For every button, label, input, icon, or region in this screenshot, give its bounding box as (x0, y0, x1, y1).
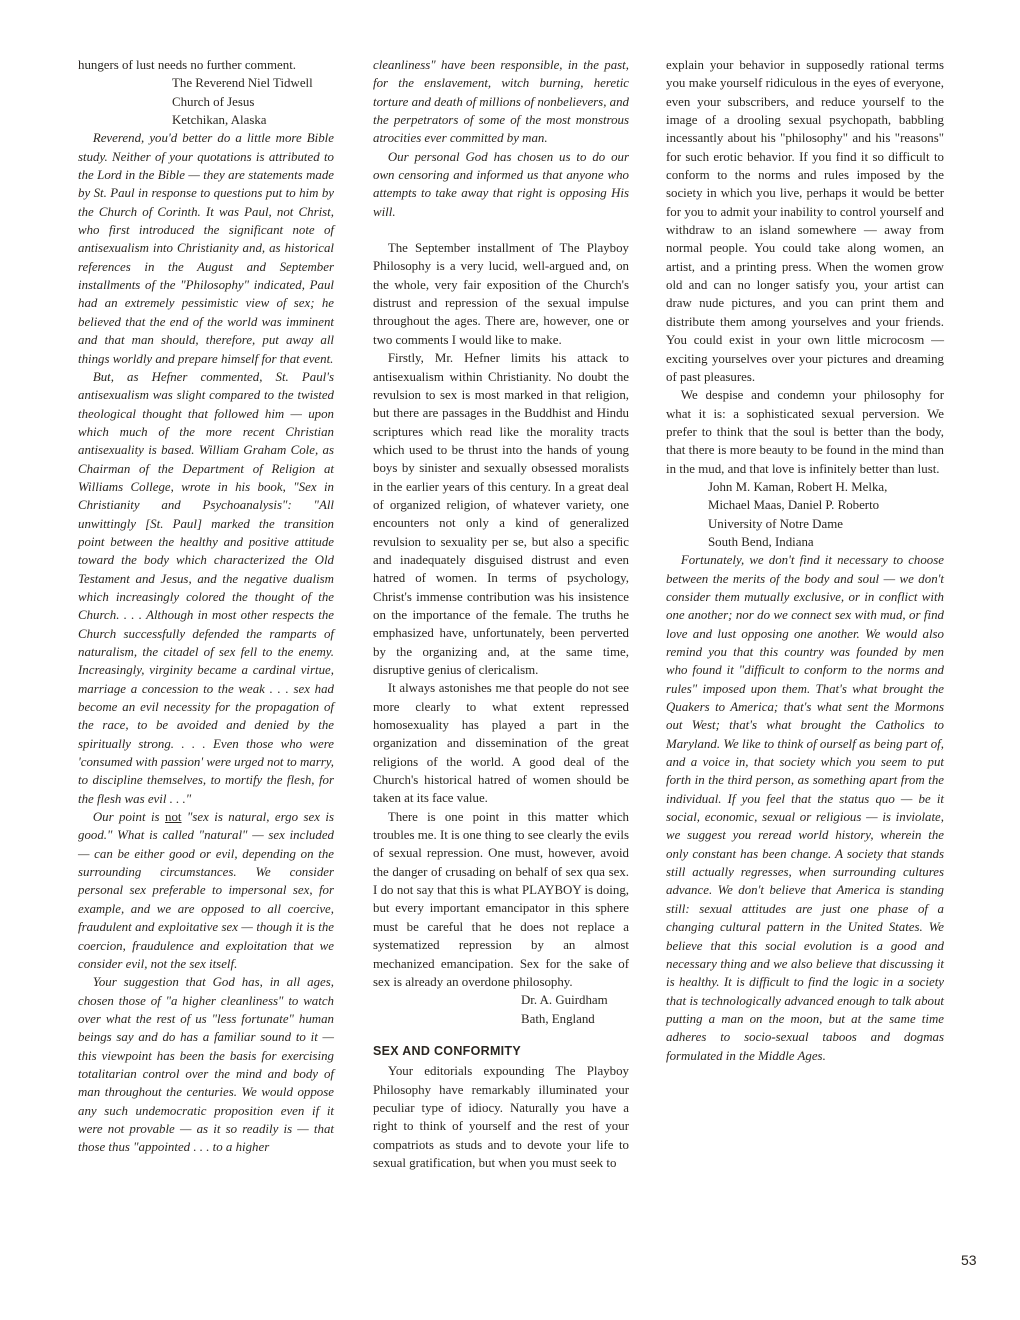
reply-text-segment: Our point is (92, 810, 166, 825)
signature-line: Dr. A. Guirdham (521, 993, 608, 1008)
editor-reply-paragraph: But, as Hefner commented, St. Paul's antisexualism was slight compared to the twisted theological thought that followed him — upon which much of the more recent Christian antisexuality is based. William Graham Cole, as Chairman of the Department of Religion at Williams College, wrote in his book, "Sex in Christianity and Psychoanalysis": "All unwittingly [St. Paul] marked the transition point between the healthy and positive attitude toward the body which characterized the Old Testament and Jesus, and the negative dualism which increasingly colored the thought of the Church. . . . Although in most other respects the Church successfully defended the ramparts of naturalism, the citadel of sex fell to the enemy. Increasingly, virginity became a cardinal virtue, marriage a concession to the weak . . . sex had become an evil necessity for the propagation of the race, to be avoided and denied by the spiritually strong. . . . Even those who were 'consumed with passion' were urged not to marry, to discipline themselves, to mortify the flesh, for the flesh was evil . . ." (78, 369, 334, 806)
editor-reply-paragraph: Fortunately, we don't find it necessary to choose between the merits of the body and soul — we don't consider them mutually exclusive, or in conflict with one another; nor do we connect sex with mud, or find love and lust opposing one another. We would also remind you that this country was founded by men who found it "difficult to conform to the norms and rules" imposed upon them. That's what brought the Quakers to America; that's what sent the Mormons out West; that's what brought the Catholics to Maryland. We like to think of ourself as being part of, and a voice in, that society which you seem to put forth in the third person, as something apart from the individual. If you feel that the status quo — be it social, economic, sexual or religious — is inviolate, we suggest you reread world history, wherein the only constant has been change. A society that stands still actually regresses, when surrounding cultures advance. We don't believe that America is standing still: sexual attitudes are just one phase of a changing cultural pattern in the United States. We believe that this social evolution is a good and necessary thing and we also believe that discussing it is healthy. It is difficult to find the logic in a society that is technologically advanced enough to talk about putting a man on the moon, but at the same time adheres to socio-sexual taboos and dogmas formulated in the Middle Ages. (666, 553, 944, 1063)
letter-paragraph: There is one point in this matter which troubles me. It is one thing to see clearly the evils of sexual repression. One must, however, avoid the danger of crusading on behalf of sex qua sex. I do not say that this is what PLAYBOY is doing, but every important emancipator in this sphere must be careful that he does not replace a systematized repression by an almost mechanized emancipation. Sex for the sake of sex is already an overdone philosophy. (373, 809, 629, 989)
reply-text-segment: "sex is natural, ergo sex is good." What is called "natural" — sex included — can be either good or evil, depending on the surrounding circumstances. We consider personal sex preferable to impersonal sex, for example, and we are opposed to all coercive, fraudulent and exploitative sex — though it is the coercion, fraudulence and exploitation that we consider evil, not the sex itself. (78, 810, 334, 971)
text-column-3 (666, 56, 944, 1065)
signature-line: South Bend, Indiana (708, 534, 814, 549)
signature-line: Bath, England (521, 1011, 595, 1026)
letter-paragraph: Firstly, Mr. Hefner limits his attack to antisexualism within Christianity. No doubt the revulsion to sex is most marked in that religion, but there are passages in the Buddhist and Hindu scriptures which read like the morality tracts which used to be thrust into the hands of young boys by sinister and sexually obsessed moralists in the earlier years of this century. In a great deal of organized religion, of whatever variety, one encounters not only a kind of generalized revulsion to sexuality per se, but also a specific and inadequately disguised distrust and even hatred of women. In terms of psychology, Christ's immense contribution was his insistence on the importance of the female. The truths he emphasized have, unfortunately, been perverted by the organizing and, at the same time, disruptive genius of clericalism. (373, 351, 629, 677)
page-number: 53 (961, 1252, 977, 1268)
editor-reply-paragraph: cleanliness" have been responsible, in the past, for the enslavement, witch burning, heretic torture and death of millions of nonbelievers, and the perpetrators of some of the most monstrous atrocities ever committed by man. (373, 58, 629, 146)
signature-line: Michael Maas, Daniel P. Roberto (708, 498, 880, 513)
letter-signature (666, 478, 944, 551)
underlined-word: not (165, 810, 182, 825)
signature-line: The Reverend Niel Tidwell (172, 76, 313, 91)
editor-reply-paragraph (78, 808, 334, 973)
section-heading: SEX AND CONFORMITY (373, 1043, 521, 1058)
letter-paragraph: We despise and condemn your philosophy for what it is: a sophisticated sexual perversion. We prefer to think that the soul is better than the body, that there is more beauty to be found in the mind than in the mud, and that love is infinitely better than lust. (666, 388, 944, 476)
letter-closing-text: hungers of lust needs no further comment. (78, 58, 297, 72)
letter-paragraph: explain your behavior in supposedly rational terms you make yourself ridiculous in the eyes of everyone, even your subscribers, and reduce yourself to the image of a drooling sexual psychopath, babbling incessantly about his "philosophy" and his "reasons" for such erotic behavior. If you find it so difficult to conform to the norms and rules imposed by the society in which you live, perhaps it would be better for you to admit your inability to control yourself and withdraw to an island somewhere — away from normal people. You could take along women, an artist, and a printing press. When the women grow old and can no longer satisfy you, your artist can draw nude pictures, and you can print them and distribute them among yourselves and your friends. You could exist in your own little microcosm — exciting yourselves over your pictures and dreaming of past pleasures. (666, 58, 944, 384)
editor-reply-paragraph: Your suggestion that God has, in all ages, chosen those of "a higher cleanliness" to watch over what the rest of us "less fortunate" human beings say and do has a familiar sound to it — this viewpoint has been the basis for exercising totalitarian control over the mind and body of man throughout the centuries. We would oppose any such undemocratic proposition even if it were not provable — as it so readily is — that those thus "appointed . . . to a higher (78, 975, 334, 1155)
signature-line: University of Notre Dame (708, 516, 843, 531)
signature-line: Church of Jesus (172, 94, 255, 109)
letter-paragraph: The September installment of The Playboy Philosophy is a very lucid, well-argued and, on the whole, very fair exposition of the Church's distrust and repression of the sexual impulse throughout the ages. There are, however, one or two comments I would like to make. (373, 241, 629, 347)
signature-line: John M. Kaman, Robert H. Melka, (708, 479, 888, 494)
signature-line: Ketchikan, Alaska (172, 113, 267, 128)
editor-reply-paragraph: Reverend, you'd better do a little more Bible study. Neither of your quotations is attributed to the Lord in the Bible — they are statements made by St. Paul in response to questions put to him by the Church of Corinth. It was Paul, not Christ, who first introduced the significant note of antisexualism into Christianity and, as historical references in the August and September installments of the "Philosophy" indicated, Paul had an extremely pessimistic view of sex; he believed that the end of the world was imminent and that man should, therefore, put away all things worldly and prepare himself for that event. (78, 131, 334, 366)
letter-signature (78, 74, 334, 129)
letter-signature (373, 991, 629, 1028)
text-column-1 (78, 56, 334, 1157)
text-column-2 (373, 56, 629, 1172)
letter-paragraph: It always astonishes me that people do not see more clearly to what extent repressed homosexuality has played a part in the organization and dissemination of the great religions of the world. A good deal of the Church's historical hatred of women should be taken at its face value. (373, 681, 629, 806)
letter-paragraph: Your editorials expounding The Playboy Philosophy have remarkably illuminated your peculiar type of idiocy. Naturally you have a right to think of yourself and the rest of your compatriots as studs and to devote your life to sexual gratification, but when you must seek to (373, 1064, 629, 1170)
editor-reply-paragraph: Our personal God has chosen us to do our own censoring and informed us that anyone who attempts to take away that right is opposing His will. (373, 149, 629, 219)
